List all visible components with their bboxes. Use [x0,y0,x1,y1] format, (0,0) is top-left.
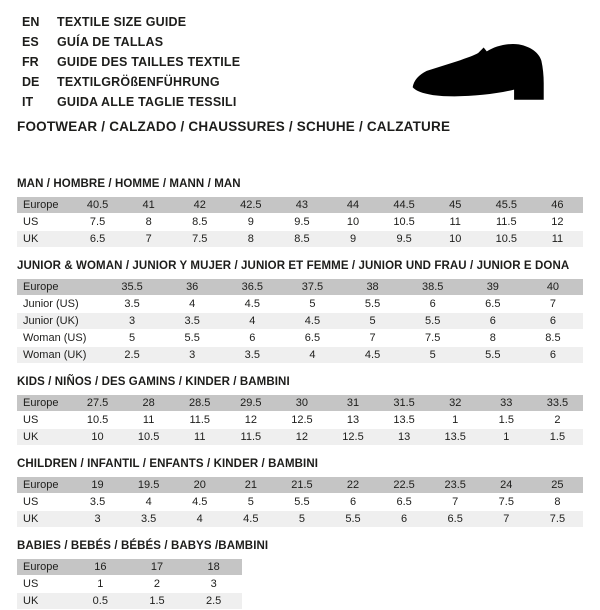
size-cell: 6.5 [72,231,123,247]
size-cell: 1 [72,576,129,592]
row-label: Europe [17,279,102,295]
size-cell: 21 [225,477,276,493]
size-cell: 4.5 [222,296,282,312]
size-cell: 1.5 [532,429,583,445]
row-label: Junior (UK) [17,313,102,329]
table-row [17,197,583,213]
size-cell: 11 [532,231,583,247]
size-cell: 13.5 [379,412,430,428]
size-cell: 2 [532,412,583,428]
size-cell: 22 [327,477,378,493]
size-cell: 12 [276,429,327,445]
size-cell: 28.5 [174,395,225,411]
size-cell: 11.5 [174,412,225,428]
size-cell: 6 [222,330,282,346]
table-row [17,576,242,592]
language-text: GUIDE DES TAILLES TEXTILE [57,55,241,69]
size-cell: 7 [481,511,532,527]
size-cell: 5 [276,511,327,527]
row-label: Woman (US) [17,330,102,346]
size-cell: 21.5 [276,477,327,493]
size-cell: 1.5 [129,593,186,609]
size-cell: 7.5 [532,511,583,527]
size-cell: 3 [102,313,162,329]
size-cell: 7 [123,231,174,247]
size-cell: 10.5 [379,214,430,230]
size-cell: 1 [430,412,481,428]
size-cell: 5.5 [276,494,327,510]
size-table-section-1 [17,260,583,364]
size-cell: 11 [123,412,174,428]
size-cell: 5.5 [327,511,378,527]
size-cell: 19 [72,477,123,493]
table-row [17,559,242,575]
size-cell: 10.5 [123,429,174,445]
size-table [17,476,583,528]
size-cell: 5.5 [343,296,403,312]
language-code: EN [22,15,40,29]
size-cell: 1 [481,429,532,445]
size-cell: 42 [174,197,225,213]
size-cell: 37.5 [282,279,342,295]
section-title: BABIES / BEBÉS / BÉBÉS / BABYS /BAMBINI [17,540,269,552]
size-cell: 10 [72,429,123,445]
dress-shoe-icon [396,28,576,106]
size-cell: 2.5 [185,593,242,609]
size-cell: 6 [379,511,430,527]
table-row [17,279,583,295]
size-cell: 28 [123,395,174,411]
size-cell: 8 [532,494,583,510]
size-cell: 17 [129,559,186,575]
size-cell: 13.5 [430,429,481,445]
size-cell: 8.5 [174,214,225,230]
size-cell: 46 [532,197,583,213]
row-label: US [17,214,72,230]
language-text: GUÍA DE TALLAS [57,35,164,49]
size-cell: 27.5 [72,395,123,411]
size-cell: 30 [276,395,327,411]
table-row [17,593,242,609]
size-cell: 3.5 [222,347,282,363]
size-cell: 5 [102,330,162,346]
table-row [17,214,583,230]
size-cell: 4 [162,296,222,312]
size-cell: 33.5 [532,395,583,411]
size-cell: 40.5 [72,197,123,213]
size-cell: 4.5 [225,511,276,527]
size-cell: 44.5 [379,197,430,213]
size-cell: 9.5 [379,231,430,247]
size-cell: 4 [174,511,225,527]
size-cell: 10 [430,231,481,247]
table-row [17,494,583,510]
size-cell: 7 [523,296,583,312]
size-cell: 10.5 [72,412,123,428]
size-cell: 6.5 [463,296,523,312]
size-cell: 11.5 [225,429,276,445]
size-cell: 4 [123,494,174,510]
size-cell: 8.5 [523,330,583,346]
row-label: Junior (US) [17,296,102,312]
size-cell: 1.5 [481,412,532,428]
size-table-section-0 [17,178,583,248]
size-cell: 3 [162,347,222,363]
size-cell: 9.5 [276,214,327,230]
size-cell: 38.5 [403,279,463,295]
size-cell: 3 [72,511,123,527]
size-cell: 5.5 [403,313,463,329]
table-row [17,395,583,411]
size-cell: 36 [162,279,222,295]
size-cell: 36.5 [222,279,282,295]
language-code: FR [22,55,39,69]
size-cell: 6 [523,347,583,363]
size-cell: 42.5 [225,197,276,213]
size-table-section-2 [17,376,583,446]
size-cell: 43 [276,197,327,213]
table-row [17,429,583,445]
size-cell: 33 [481,395,532,411]
table-row [17,231,583,247]
size-cell: 8 [123,214,174,230]
size-cell: 7 [430,494,481,510]
size-cell: 5 [282,296,342,312]
size-cell: 4.5 [343,347,403,363]
row-label: UK [17,231,72,247]
size-cell: 6 [523,313,583,329]
size-table [17,278,583,364]
size-cell: 5 [403,347,463,363]
table-row [17,477,583,493]
row-label: UK [17,429,72,445]
size-cell: 45 [430,197,481,213]
table-row [17,313,583,329]
row-label: UK [17,593,72,609]
size-cell: 38 [343,279,403,295]
size-cell: 11 [430,214,481,230]
size-table [17,394,583,446]
size-cell: 12.5 [276,412,327,428]
size-cell: 4 [222,313,282,329]
size-cell: 7.5 [481,494,532,510]
size-cell: 39 [463,279,523,295]
row-label: US [17,412,72,428]
size-cell: 7.5 [174,231,225,247]
size-cell: 45.5 [481,197,532,213]
size-cell: 12 [225,412,276,428]
size-cell: 4 [282,347,342,363]
size-cell: 8 [463,330,523,346]
language-code: IT [22,95,34,109]
size-cell: 10.5 [481,231,532,247]
row-label: Europe [17,477,72,493]
size-cell: 41 [123,197,174,213]
size-cell: 31 [327,395,378,411]
size-cell: 18 [185,559,242,575]
size-cell: 44 [327,197,378,213]
table-row [17,347,583,363]
row-label: UK [17,511,72,527]
size-cell: 32 [430,395,481,411]
size-cell: 40 [523,279,583,295]
size-cell: 9 [225,214,276,230]
section-title: KIDS / NIÑOS / DES GAMINS / KINDER / BAMBINI [17,376,290,388]
size-cell: 0.5 [72,593,129,609]
size-cell: 6.5 [430,511,481,527]
size-cell: 13 [379,429,430,445]
size-cell: 3.5 [123,511,174,527]
row-label: Europe [17,395,72,411]
size-tables [17,178,583,610]
size-cell: 22.5 [379,477,430,493]
size-cell: 5 [343,313,403,329]
size-cell: 19.5 [123,477,174,493]
size-cell: 16 [72,559,129,575]
size-cell: 6.5 [282,330,342,346]
size-cell: 13 [327,412,378,428]
size-cell: 11.5 [481,214,532,230]
size-cell: 10 [327,214,378,230]
size-cell: 20 [174,477,225,493]
size-cell: 2 [129,576,186,592]
size-cell: 25 [532,477,583,493]
section-title: JUNIOR & WOMAN / JUNIOR Y MUJER / JUNIOR ET FEMME / JUNIOR UND FRAU / JUNIOR E DONA [17,260,570,272]
row-label: Woman (UK) [17,347,102,363]
language-code: ES [22,35,39,49]
size-cell: 8.5 [276,231,327,247]
size-cell: 12 [532,214,583,230]
size-cell: 4.5 [282,313,342,329]
row-label: Europe [17,197,72,213]
language-code: DE [22,75,40,89]
table-row [17,511,583,527]
size-cell: 7.5 [72,214,123,230]
size-cell: 35.5 [102,279,162,295]
size-cell: 11 [174,429,225,445]
size-cell: 24 [481,477,532,493]
table-row [17,296,583,312]
size-cell: 8 [225,231,276,247]
size-table [17,196,583,248]
size-cell: 9 [327,231,378,247]
size-cell: 5.5 [463,347,523,363]
size-cell: 6.5 [379,494,430,510]
size-cell: 5 [225,494,276,510]
size-cell: 3.5 [162,313,222,329]
section-title: MAN / HOMBRE / HOMME / MANN / MAN [17,178,241,190]
size-cell: 12.5 [327,429,378,445]
size-cell: 3.5 [102,296,162,312]
table-row [17,330,583,346]
size-cell: 6 [403,296,463,312]
size-cell: 6 [327,494,378,510]
size-cell: 3.5 [72,494,123,510]
row-label: Europe [17,559,72,575]
size-cell: 6 [463,313,523,329]
size-cell: 23.5 [430,477,481,493]
row-label: US [17,494,72,510]
size-cell: 3 [185,576,242,592]
row-label: US [17,576,72,592]
category-line: FOOTWEAR / CALZADO / CHAUSSURES / SCHUHE / CALZATURE [17,119,451,134]
size-cell: 7.5 [403,330,463,346]
size-cell: 7 [343,330,403,346]
section-title: CHILDREN / INFANTIL / ENFANTS / KINDER / BAMBINI [17,458,319,470]
table-row [17,412,583,428]
size-cell: 2.5 [102,347,162,363]
language-text: TEXTILGRÖßENFÜHRUNG [57,75,220,89]
size-cell: 29.5 [225,395,276,411]
size-table-section-3 [17,458,583,528]
size-cell: 31.5 [379,395,430,411]
size-cell: 4.5 [174,494,225,510]
size-cell: 5.5 [162,330,222,346]
language-text: TEXTILE SIZE GUIDE [57,15,187,29]
language-text: GUIDA ALLE TAGLIE TESSILI [57,95,237,109]
size-table [17,558,242,610]
